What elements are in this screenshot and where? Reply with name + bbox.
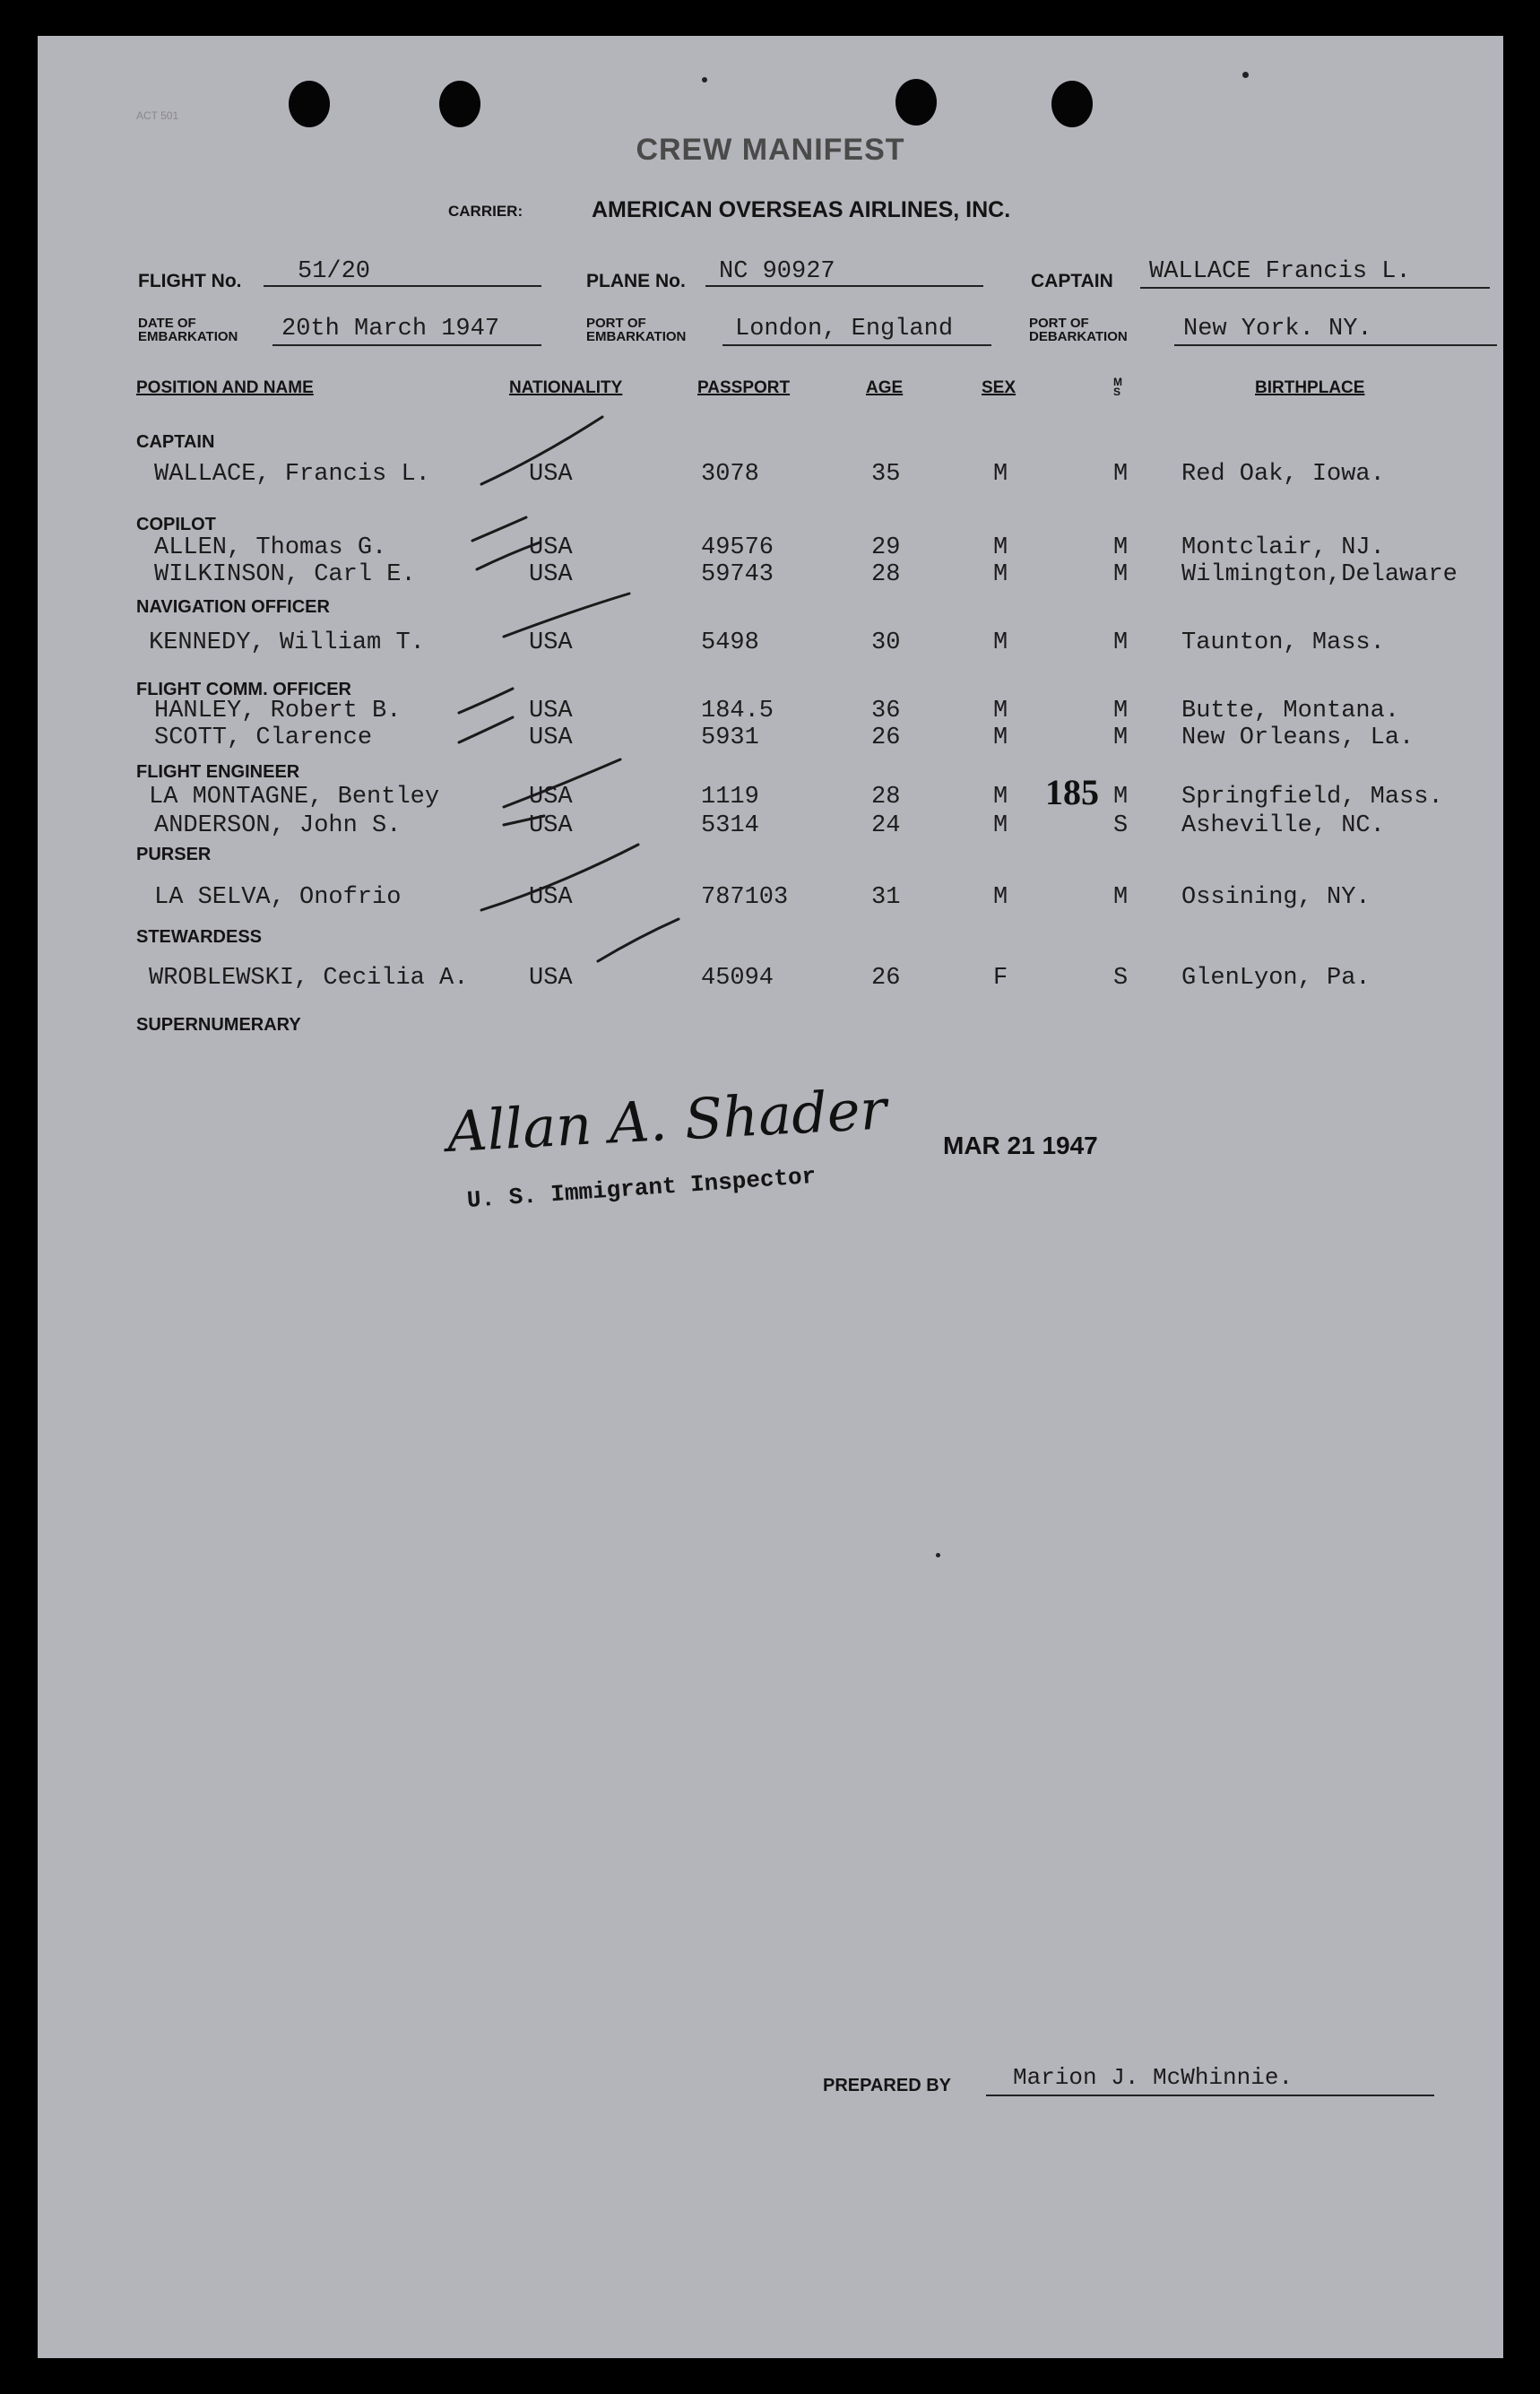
crew-sex: M: [993, 724, 1008, 751]
crew-birthplace: Taunton, Mass.: [1181, 629, 1385, 656]
prepared-by-label: PREPARED BY: [823, 2076, 951, 2095]
carrier-label: CARRIER:: [448, 203, 523, 220]
crew-age: 28: [871, 784, 901, 811]
crew-sex: M: [993, 812, 1008, 839]
crew-passport: 49576: [701, 534, 774, 561]
crew-marital-status: M: [1113, 629, 1129, 656]
crew-nationality: USA: [529, 698, 573, 724]
crew-birthplace: Wilmington,Delaware: [1181, 561, 1458, 588]
crew-sex: M: [993, 884, 1008, 911]
crew-passport: 184.5: [701, 698, 774, 724]
date-of-embarkation: 20th March 1947: [281, 316, 500, 343]
date-stamp: MAR 21 1947: [943, 1132, 1098, 1159]
crew-marital-status: M: [1113, 724, 1129, 751]
crew-birthplace: Red Oak, Iowa.: [1181, 461, 1385, 488]
carrier-name: AMERICAN OVERSEAS AIRLINES, INC.: [592, 197, 1011, 222]
crew-name: LA SELVA, Onofrio: [154, 884, 402, 911]
crew-name: SCOTT, Clarence: [154, 724, 373, 751]
crew-age: 35: [871, 461, 901, 488]
crew-marital-status: S: [1113, 965, 1129, 992]
crew-marital-status: M: [1113, 784, 1129, 811]
crew-birthplace: Montclair, NJ.: [1181, 534, 1385, 561]
port-of-debarkation: New York. NY.: [1183, 316, 1372, 343]
flight-number: 51/20: [298, 258, 371, 285]
crew-age: 36: [871, 698, 901, 724]
crew-marital-status: M: [1113, 698, 1129, 724]
col-position-name: POSITION AND NAME: [136, 378, 314, 397]
crew-passport: 45094: [701, 965, 774, 992]
crew-name: KENNEDY, William T.: [149, 629, 425, 656]
crew-passport: 5314: [701, 812, 759, 839]
crew-age: 30: [871, 629, 901, 656]
section-purser: PURSER: [136, 845, 212, 864]
speck: [702, 77, 707, 82]
crew-passport: 1119: [701, 784, 759, 811]
section-stewardess: STEWARDESS: [136, 927, 263, 947]
crew-sex: M: [993, 629, 1008, 656]
section-flight-engineer: FLIGHT ENGINEER: [136, 762, 300, 782]
date-label: DATE OF EMBARKATION: [138, 316, 238, 344]
crew-passport: 787103: [701, 884, 789, 911]
crew-birthplace: Butte, Montana.: [1181, 698, 1400, 724]
crew-nationality: USA: [529, 884, 573, 911]
crew-passport: 59743: [701, 561, 774, 588]
crew-marital-status: M: [1113, 561, 1129, 588]
crew-marital-status: M: [1113, 884, 1129, 911]
crew-name: WROBLEWSKI, Cecilia A.: [149, 965, 469, 992]
section-copilot: COPILOT: [136, 515, 216, 534]
prepared-by-name: Marion J. McWhinnie.: [1013, 2064, 1293, 2091]
crew-birthplace: New Orleans, La.: [1181, 724, 1415, 751]
port-debarkation-label: PORT OF DEBARKATION: [1029, 316, 1128, 344]
col-sex: SEX: [982, 378, 1017, 397]
captain-label: CAPTAIN: [1031, 271, 1113, 291]
speck: [1242, 72, 1249, 78]
crew-name: HANLEY, Robert B.: [154, 698, 402, 724]
crew-passport: 5931: [701, 724, 759, 751]
port-of-embarkation: London, England: [735, 316, 954, 343]
section-supernumerary: SUPERNUMERARY: [136, 1015, 301, 1035]
crew-nationality: USA: [529, 534, 573, 561]
crew-nationality: USA: [529, 724, 573, 751]
crew-name: ANDERSON, John S.: [154, 812, 402, 839]
crew-passport: 5498: [701, 629, 759, 656]
crew-birthplace: Ossining, NY.: [1181, 884, 1371, 911]
crew-marital-status: M: [1113, 534, 1129, 561]
plane-label: PLANE No.: [586, 271, 686, 291]
crew-nationality: USA: [529, 561, 573, 588]
crew-marital-status: S: [1113, 812, 1129, 839]
crew-nationality: USA: [529, 629, 573, 656]
crew-marital-status: M: [1113, 461, 1129, 488]
form-code: ACT 501: [136, 109, 179, 122]
flight-label: FLIGHT No.: [138, 271, 242, 291]
col-nationality: NATIONALITY: [509, 378, 623, 397]
crew-sex: M: [993, 698, 1008, 724]
crew-nationality: USA: [529, 461, 573, 488]
crew-age: 24: [871, 812, 901, 839]
svg-text:Allan A. Shader: Allan A. Shader: [445, 1076, 888, 1165]
col-passport: PASSPORT: [697, 378, 791, 397]
crew-sex: M: [993, 784, 1008, 811]
port-embarkation-label: PORT OF EMBARKATION: [586, 316, 687, 344]
crew-name: WALLACE, Francis L.: [154, 461, 430, 488]
inspector-title: U. S. Immigrant Inspector: [466, 1162, 818, 1214]
captain-name: WALLACE Francis L.: [1149, 258, 1411, 285]
crew-nationality: USA: [529, 784, 573, 811]
crew-age: 26: [871, 724, 901, 751]
crew-age: 26: [871, 965, 901, 992]
crew-passport: 3078: [701, 461, 759, 488]
crew-sex: M: [993, 534, 1008, 561]
crew-age: 29: [871, 534, 901, 561]
crew-age: 31: [871, 884, 901, 911]
section-captain: CAPTAIN: [136, 432, 215, 452]
signature: [38, 36, 1503, 2358]
crew-name: LA MONTAGNE, Bentley: [149, 784, 440, 811]
crew-sex: F: [993, 965, 1008, 992]
crew-name: WILKINSON, Carl E.: [154, 561, 416, 588]
page-title: CREW MANIFEST: [636, 133, 905, 167]
crew-name: ALLEN, Thomas G.: [154, 534, 387, 561]
crew-sex: M: [993, 561, 1008, 588]
manifest-page: [38, 36, 1503, 2358]
crew-nationality: USA: [529, 965, 573, 992]
crew-birthplace: GlenLyon, Pa.: [1181, 965, 1371, 992]
crew-birthplace: Asheville, NC.: [1181, 812, 1385, 839]
crew-birthplace: Springfield, Mass.: [1181, 784, 1443, 811]
section-flight-comm-officer: FLIGHT COMM. OFFICER: [136, 680, 351, 699]
crew-age: 28: [871, 561, 901, 588]
page-number-stamp: 185: [1045, 772, 1099, 812]
crew-nationality: USA: [529, 812, 573, 839]
col-birthplace: BIRTHPLACE: [1255, 378, 1365, 397]
col-marital-status: M S: [1113, 376, 1122, 398]
speck: [936, 1553, 940, 1557]
col-age: AGE: [866, 378, 904, 397]
section-navigation-officer: NAVIGATION OFFICER: [136, 597, 330, 617]
plane-number: NC 90927: [719, 258, 835, 285]
prepared-by-underline: [986, 2095, 1434, 2096]
crew-sex: M: [993, 461, 1008, 488]
